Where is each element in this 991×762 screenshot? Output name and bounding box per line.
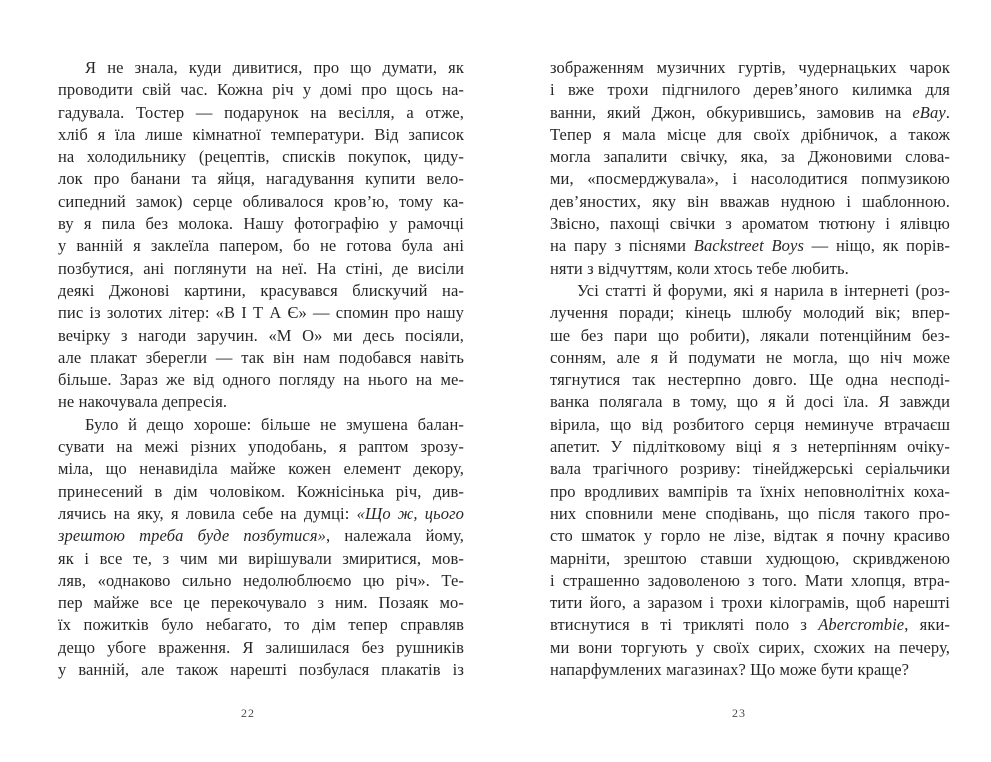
text-line: і страшенно задоволеною з того. Мати хлопця, втра- (550, 570, 950, 590)
text-line: гадувала. Тостер — подарунок на весілля, а отже, (58, 102, 464, 122)
text-line: принесений в дім чоловіком. Кожнісінька річ, див- (58, 481, 464, 501)
page-number-left: 22 (241, 706, 255, 720)
text-line: Усі статті й форуми, які я нарила в інтернеті (роз- (577, 280, 950, 300)
text-line: ву я пила без молока. Нашу фотографію у рамочці (58, 214, 464, 234)
text-line: ше без пари що робити), лякали потенційним без- (550, 325, 950, 345)
text-line: дев’яностих, яку він вважав нудною і шаблонною. (550, 191, 950, 211)
page-number-right: 23 (732, 706, 746, 720)
text-line: ми, «посмерджувала», і насолодитися попмузикою (550, 169, 950, 189)
text-line: хліб я їла лише кімнатної температури. Від записок (58, 124, 464, 144)
text-line: пер майже все це перекочувало з ним. Позаяк мо- (58, 593, 464, 613)
text-line: на холодильнику (рецептів, списків покупок, циду- (58, 147, 464, 167)
text-line: міла, що ненавиділа майже кожен елемент декору, (58, 459, 464, 479)
text-line: на пару з піснями Backstreet Boys — ніщо, як порів- (550, 236, 950, 256)
paragraph (550, 57, 950, 280)
text-line: сто шматок у горло не лізе, відтак я почну красиво (550, 526, 950, 546)
text-line: няти з відчуттям, коли хтось тебе любить. (550, 258, 849, 278)
text-line: ляв, «однаково сильно недолюблюємо цю річ». Те- (58, 570, 464, 590)
text-line: лучення поради; кінець шлюбу молодий вік; впер- (550, 303, 950, 323)
text-line: зрештою треба буде позбутися», належала йому, (58, 526, 464, 546)
text-line: втиснутися в ті трикляті поло з Abercrombie, яки- (550, 615, 950, 635)
text-line: Звісно, пахощі свічки з ароматом тютюну і ялівцю (550, 214, 950, 234)
text-line: них сповнили мене сподівань, що після такого про- (550, 503, 950, 523)
text-line: вірила, що від розбитого серця неминуче втрачаєш (550, 414, 950, 434)
text-line: деякі Джонові картини, красувався блискучий на- (58, 280, 464, 300)
text-line: у ванній, але також нарешті позбулася плакатів із (58, 660, 464, 680)
text-line: апетит. У підлітковому віці я з нетерпінням очіку- (550, 437, 950, 457)
text-line: не накочувала депресія. (58, 392, 228, 412)
text-line: дещо убоге враження. Я залишилася без рушників (58, 637, 464, 657)
paragraph (58, 57, 464, 414)
text-line: їх пожитків було небагато, то дім тепер справляв (58, 615, 464, 635)
paragraph (58, 414, 464, 682)
text-line: напарфумлених магазинах? Що може бути краще? (550, 660, 910, 680)
page-left-text (58, 57, 464, 681)
text-line: більше. Зараз же від одного погляду на нього на ме- (58, 370, 464, 390)
text-line: могла запалити свічку, яка, за Джоновими слова- (550, 147, 950, 167)
text-line: сувати на межі різних уподобань, я раптом зрозу- (58, 437, 464, 457)
text-line: як і все те, з чим ми вирішували змиритися, мов- (58, 548, 464, 568)
text-line: Тепер я мала місце для своїх дрібничок, а також (550, 124, 950, 144)
text-line: лок про банани та яйця, нагадування купити вело- (58, 169, 464, 189)
text-line: зображенням музичних гуртів, чудернацьких чарок (550, 58, 950, 77)
text-line: і вже трохи підгнилого дерев’яного килимка для (550, 80, 950, 100)
page-right-text (550, 57, 950, 681)
text-line: вала трагічного розриву: тінейджерські серіальчики (550, 459, 950, 479)
text-line: тягнутися так нестерпно довго. Ще одна несподі- (550, 370, 950, 390)
text-line: позбутися, ані поглянути на неї. На стіні, де висіли (58, 258, 464, 278)
text-line: марніти, зрештою ставши худющою, скривдженою (550, 548, 950, 568)
text-line: сонням, але я й подумати не могла, що ніч може (550, 347, 950, 367)
text-line: Було й дещо хороше: більше не змушена балан- (85, 414, 464, 434)
text-line: ванни, який Джон, обкурившись, замовив на eBay. (550, 102, 950, 122)
text-line: тити його, а заразом і трохи кілограмів, щоб нарешті (550, 593, 950, 613)
text-line: у ванній я заклеїла папером, бо не готова була ані (58, 236, 464, 256)
text-line: сипедний замок) серце обливалося кров’ю, тому ка- (58, 191, 464, 211)
text-line: але плакат зберегли — так він нам подобався навіть (58, 347, 464, 367)
text-line: проводити свій час. Кожна річ у домі про щось на- (58, 80, 464, 100)
text-line: пис із золотих літер: «В І Т А Є» — спомин про нашу (58, 303, 464, 323)
text-line: лячись на яку, я ловила себе на думці: «Що ж, цього (58, 503, 465, 523)
text-line: ванка полягала в тому, що я й досі їла. Я завжди (550, 392, 950, 412)
text-line: вечірку з нагоди заручин. «М О» ми десь посіяли, (58, 325, 464, 345)
text-line: Я не знала, куди дивитися, про що думати, як (85, 58, 464, 77)
text-line: про вродливих вампірів та їхніх неповнолітніх коха- (550, 481, 950, 501)
paragraph (550, 280, 950, 681)
text-line: ми вони торгують у своїх сирих, схожих на печеру, (550, 637, 950, 657)
